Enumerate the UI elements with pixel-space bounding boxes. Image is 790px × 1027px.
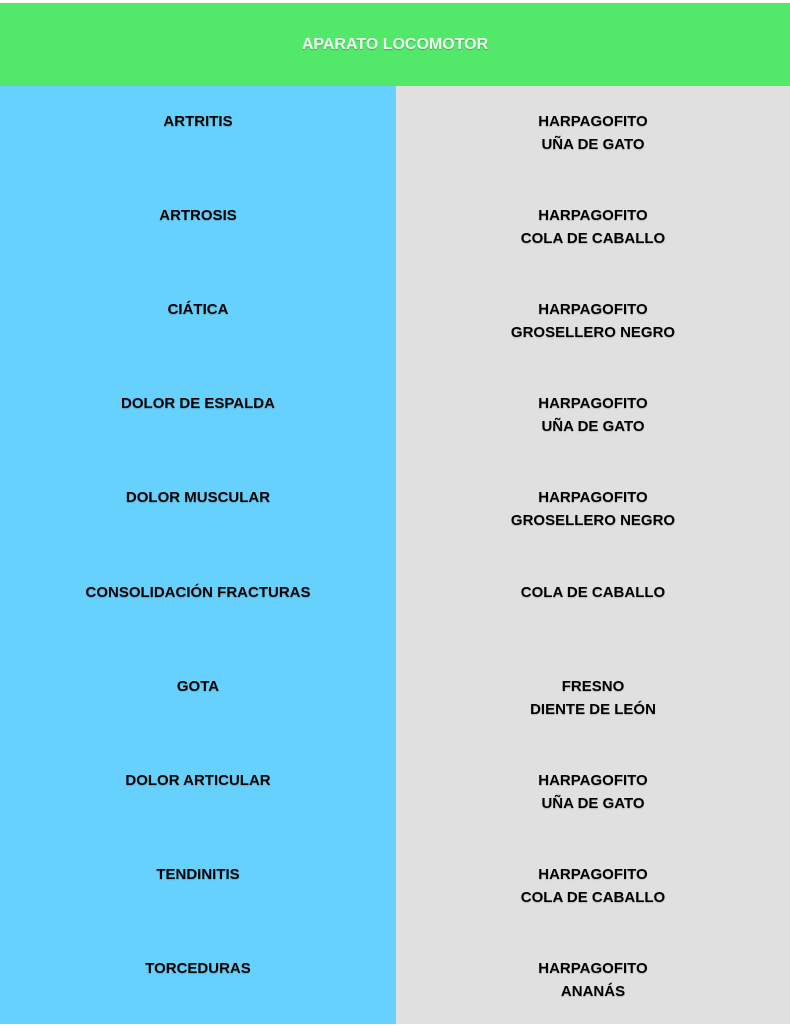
table-row: [0, 745, 790, 839]
remedy-label: UÑA DE GATO: [541, 418, 645, 435]
condition-label: GOTA: [176, 678, 220, 695]
table-row: [0, 933, 790, 1027]
remedy-label: HARPAGOFITO: [538, 772, 648, 789]
condition-label: DOLOR ARTICULAR: [125, 772, 271, 789]
page-header: [0, 3, 790, 86]
table-row: [0, 86, 790, 180]
remedy-cell: [396, 298, 790, 344]
remedy-label: HARPAGOFITO: [538, 207, 648, 224]
table-row: [0, 557, 790, 651]
table-row: [0, 274, 790, 368]
remedy-label: HARPAGOFITO: [538, 866, 648, 883]
condition-label: CIÁTICA: [167, 301, 229, 318]
condition-label: DOLOR DE ESPALDA: [121, 395, 275, 412]
remedy-cell: [396, 392, 790, 438]
remedy-label: COLA DE CABALLO: [520, 889, 666, 906]
remedy-cell: [396, 957, 790, 1003]
condition-label: ARTRITIS: [163, 113, 233, 130]
remedy-cell: [396, 110, 790, 156]
remedy-label: HARPAGOFITO: [538, 960, 648, 977]
remedy-label: GROSELLERO NEGRO: [510, 512, 676, 529]
remedy-cell: [396, 581, 790, 604]
remedy-cell: [396, 486, 790, 532]
remedy-cell: [396, 863, 790, 909]
remedy-label: DIENTE DE LEÓN: [530, 701, 656, 718]
table-row: [0, 462, 790, 556]
remedy-label: HARPAGOFITO: [538, 301, 648, 318]
remedy-label: GROSELLERO NEGRO: [510, 324, 676, 341]
remedy-label: UÑA DE GATO: [541, 795, 645, 812]
condition-label: DOLOR MUSCULAR: [125, 489, 271, 506]
remedy-label: FRESNO: [561, 678, 625, 695]
remedy-label: HARPAGOFITO: [538, 395, 648, 412]
remedy-cell: [396, 204, 790, 250]
remedy-label: COLA DE CABALLO: [520, 230, 666, 247]
table-row: [0, 651, 790, 745]
table-row: [0, 839, 790, 933]
condition-label: TORCEDURAS: [145, 960, 251, 977]
remedy-label: HARPAGOFITO: [538, 113, 648, 130]
condition-label: CONSOLIDACIÓN FRACTURAS: [85, 584, 311, 601]
table-row: [0, 368, 790, 462]
remedy-label: UÑA DE GATO: [541, 136, 645, 153]
remedy-cell: [396, 675, 790, 721]
remedy-label: ANANÁS: [560, 983, 626, 1000]
remedy-label: HARPAGOFITO: [538, 489, 648, 506]
remedy-cell: [396, 769, 790, 815]
table-row: [0, 180, 790, 274]
condition-label: ARTROSIS: [159, 207, 237, 224]
page-title: APARATO LOCOMOTOR: [301, 35, 489, 53]
condition-label: TENDINITIS: [156, 866, 240, 883]
remedy-label: COLA DE CABALLO: [520, 584, 666, 601]
